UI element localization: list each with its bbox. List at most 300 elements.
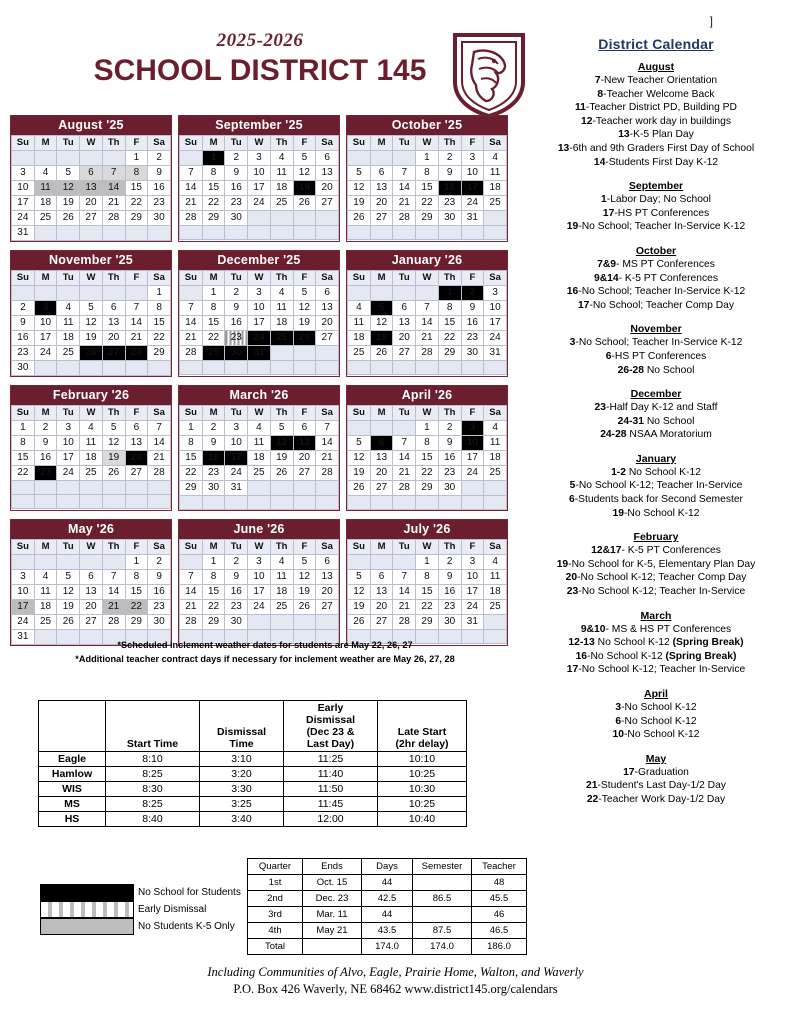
day-cell[interactable]: 5 — [348, 570, 371, 585]
day-cell[interactable]: 18 — [34, 196, 57, 211]
day-cell[interactable]: 15 — [202, 181, 225, 196]
day-cell[interactable]: 17 — [248, 316, 271, 331]
day-cell[interactable]: 17 — [484, 316, 507, 331]
day-cell[interactable]: 16 — [438, 585, 461, 600]
day-cell[interactable]: 13 — [370, 181, 393, 196]
day-cell[interactable]: 14 — [102, 181, 125, 196]
day-cell[interactable]: 8 — [125, 166, 148, 181]
day-cell[interactable]: 21 — [102, 196, 125, 211]
day-cell[interactable]: 26 — [57, 211, 80, 226]
day-cell[interactable]: 23 — [461, 331, 484, 346]
day-cell[interactable]: 30 — [202, 481, 225, 496]
day-cell[interactable]: 4 — [34, 166, 57, 181]
day-cell[interactable]: 14 — [416, 316, 439, 331]
day-cell[interactable]: 19 — [293, 585, 316, 600]
day-cell[interactable]: 10 — [248, 166, 271, 181]
day-cell[interactable]: 25 — [484, 196, 507, 211]
day-cell[interactable]: 9 — [148, 570, 171, 585]
day-cell[interactable]: 11 — [80, 436, 103, 451]
day-cell[interactable]: 4 — [270, 286, 293, 301]
day-cell[interactable]: 18 — [270, 316, 293, 331]
day-cell[interactable]: 27 — [370, 615, 393, 630]
day-cell[interactable]: 19 — [348, 600, 371, 615]
day-cell[interactable]: 31 — [461, 615, 484, 630]
day-cell[interactable]: 12 — [370, 316, 393, 331]
day-cell[interactable]: 10 — [12, 585, 35, 600]
day-cell[interactable]: 20 — [125, 451, 148, 466]
day-cell[interactable]: 3 — [461, 151, 484, 166]
day-cell[interactable]: 26 — [293, 331, 316, 346]
day-cell[interactable]: 11 — [57, 316, 80, 331]
day-cell[interactable]: 28 — [180, 211, 203, 226]
day-cell[interactable]: 24 — [57, 466, 80, 481]
day-cell[interactable]: 17 — [34, 331, 57, 346]
day-cell[interactable]: 6 — [80, 166, 103, 181]
day-cell[interactable]: 14 — [316, 436, 339, 451]
day-cell[interactable]: 20 — [316, 585, 339, 600]
day-cell[interactable]: 22 — [416, 466, 439, 481]
day-cell[interactable]: 9 — [438, 570, 461, 585]
day-cell[interactable]: 23 — [148, 600, 171, 615]
day-cell[interactable]: 29 — [416, 615, 439, 630]
day-cell[interactable]: 25 — [270, 331, 293, 346]
day-cell[interactable]: 5 — [348, 436, 371, 451]
day-cell[interactable]: 10 — [461, 436, 484, 451]
day-cell[interactable]: 1 — [125, 151, 148, 166]
day-cell[interactable]: 22 — [416, 196, 439, 211]
day-cell[interactable]: 20 — [393, 331, 416, 346]
day-cell[interactable]: 7 — [180, 301, 203, 316]
day-cell[interactable]: 1 — [148, 286, 171, 301]
day-cell[interactable]: 24 — [12, 615, 35, 630]
day-cell[interactable]: 20 — [80, 196, 103, 211]
day-cell[interactable]: 26 — [270, 466, 293, 481]
day-cell[interactable]: 27 — [80, 211, 103, 226]
day-cell[interactable]: 7 — [102, 570, 125, 585]
day-cell[interactable]: 15 — [12, 451, 35, 466]
day-cell[interactable]: 21 — [180, 331, 203, 346]
day-cell[interactable]: 12 — [348, 451, 371, 466]
day-cell[interactable]: 23 — [148, 196, 171, 211]
day-cell[interactable]: 8 — [416, 436, 439, 451]
day-cell[interactable]: 27 — [80, 615, 103, 630]
day-cell[interactable]: 16 — [34, 451, 57, 466]
day-cell[interactable]: 20 — [370, 600, 393, 615]
day-cell[interactable]: 16 — [12, 331, 35, 346]
day-cell[interactable]: 24 — [225, 466, 248, 481]
day-cell[interactable]: 19 — [348, 196, 371, 211]
day-cell[interactable]: 22 — [438, 331, 461, 346]
day-cell[interactable]: 7 — [102, 166, 125, 181]
day-cell[interactable]: 3 — [461, 555, 484, 570]
day-cell[interactable]: 22 — [202, 331, 225, 346]
day-cell[interactable]: 22 — [125, 196, 148, 211]
day-cell[interactable]: 29 — [416, 481, 439, 496]
day-cell[interactable]: 27 — [370, 481, 393, 496]
day-cell[interactable]: 17 — [225, 451, 248, 466]
day-cell[interactable]: 18 — [57, 331, 80, 346]
day-cell[interactable]: 20 — [293, 451, 316, 466]
day-cell[interactable]: 14 — [148, 436, 171, 451]
day-cell[interactable]: 4 — [80, 421, 103, 436]
day-cell[interactable]: 9 — [438, 436, 461, 451]
day-cell[interactable]: 3 — [34, 301, 57, 316]
day-cell[interactable]: 31 — [484, 346, 507, 361]
day-cell[interactable]: 7 — [393, 166, 416, 181]
day-cell[interactable]: 16 — [461, 316, 484, 331]
day-cell[interactable]: 26 — [102, 466, 125, 481]
day-cell[interactable]: 30 — [225, 346, 248, 361]
day-cell[interactable]: 20 — [80, 600, 103, 615]
day-cell[interactable]: 25 — [34, 615, 57, 630]
day-cell[interactable]: 8 — [202, 301, 225, 316]
day-cell[interactable]: 28 — [393, 211, 416, 226]
day-cell[interactable]: 20 — [316, 316, 339, 331]
day-cell[interactable]: 6 — [316, 151, 339, 166]
day-cell[interactable]: 14 — [393, 181, 416, 196]
day-cell[interactable]: 5 — [348, 166, 371, 181]
day-cell[interactable]: 22 — [202, 196, 225, 211]
day-cell[interactable]: 13 — [293, 436, 316, 451]
day-cell[interactable]: 11 — [248, 436, 271, 451]
day-cell[interactable]: 6 — [393, 301, 416, 316]
day-cell[interactable]: 2 — [225, 286, 248, 301]
day-cell[interactable]: 24 — [248, 196, 271, 211]
day-cell[interactable]: 27 — [316, 331, 339, 346]
day-cell[interactable]: 28 — [393, 615, 416, 630]
day-cell[interactable]: 10 — [34, 316, 57, 331]
day-cell[interactable]: 28 — [102, 615, 125, 630]
day-cell[interactable]: 3 — [248, 151, 271, 166]
day-cell[interactable]: 23 — [438, 196, 461, 211]
day-cell[interactable]: 20 — [102, 331, 125, 346]
day-cell[interactable]: 26 — [57, 615, 80, 630]
day-cell[interactable]: 14 — [180, 585, 203, 600]
day-cell[interactable]: 28 — [393, 481, 416, 496]
day-cell[interactable]: 15 — [416, 451, 439, 466]
day-cell[interactable]: 23 — [438, 600, 461, 615]
day-cell[interactable]: 21 — [393, 600, 416, 615]
day-cell[interactable]: 1 — [202, 151, 225, 166]
day-cell[interactable]: 5 — [293, 151, 316, 166]
day-cell[interactable]: 27 — [102, 346, 125, 361]
day-cell[interactable]: 28 — [180, 615, 203, 630]
day-cell[interactable]: 4 — [270, 151, 293, 166]
day-cell[interactable]: 3 — [12, 570, 35, 585]
day-cell[interactable]: 17 — [461, 181, 484, 196]
day-cell[interactable]: 1 — [416, 421, 439, 436]
day-cell[interactable]: 15 — [125, 585, 148, 600]
day-cell[interactable]: 3 — [12, 166, 35, 181]
day-cell[interactable]: 17 — [461, 451, 484, 466]
day-cell[interactable]: 22 — [416, 600, 439, 615]
day-cell[interactable]: 16 — [438, 181, 461, 196]
day-cell[interactable]: 13 — [316, 166, 339, 181]
day-cell[interactable]: 23 — [438, 466, 461, 481]
day-cell[interactable]: 16 — [202, 451, 225, 466]
day-cell[interactable]: 14 — [393, 451, 416, 466]
day-cell[interactable]: 25 — [248, 466, 271, 481]
day-cell[interactable]: 26 — [348, 481, 371, 496]
day-cell[interactable]: 29 — [202, 615, 225, 630]
day-cell[interactable]: 25 — [80, 466, 103, 481]
day-cell[interactable]: 6 — [125, 421, 148, 436]
day-cell[interactable]: 28 — [416, 346, 439, 361]
day-cell[interactable]: 30 — [438, 481, 461, 496]
day-cell[interactable]: 4 — [248, 421, 271, 436]
day-cell[interactable]: 2 — [12, 301, 35, 316]
day-cell[interactable]: 17 — [461, 585, 484, 600]
day-cell[interactable]: 5 — [102, 421, 125, 436]
day-cell[interactable]: 15 — [180, 451, 203, 466]
day-cell[interactable]: 21 — [102, 600, 125, 615]
day-cell[interactable]: 23 — [225, 600, 248, 615]
day-cell[interactable]: 31 — [12, 226, 35, 241]
day-cell[interactable]: 1 — [202, 555, 225, 570]
day-cell[interactable]: 24 — [248, 331, 271, 346]
day-cell[interactable]: 17 — [12, 196, 35, 211]
day-cell[interactable]: 2 — [438, 555, 461, 570]
day-cell[interactable]: 13 — [316, 570, 339, 585]
day-cell[interactable]: 7 — [180, 570, 203, 585]
day-cell[interactable]: 4 — [348, 301, 371, 316]
day-cell[interactable]: 17 — [248, 181, 271, 196]
day-cell[interactable]: 2 — [202, 421, 225, 436]
day-cell[interactable]: 12 — [102, 436, 125, 451]
day-cell[interactable]: 17 — [12, 600, 35, 615]
day-cell[interactable]: 5 — [293, 286, 316, 301]
day-cell[interactable]: 11 — [270, 570, 293, 585]
day-cell[interactable]: 13 — [393, 316, 416, 331]
day-cell[interactable]: 11 — [270, 166, 293, 181]
day-cell[interactable]: 31 — [248, 346, 271, 361]
day-cell[interactable]: 15 — [148, 316, 171, 331]
day-cell[interactable]: 19 — [370, 331, 393, 346]
day-cell[interactable]: 13 — [370, 585, 393, 600]
day-cell[interactable]: 10 — [248, 570, 271, 585]
day-cell[interactable]: 8 — [416, 166, 439, 181]
day-cell[interactable]: 18 — [80, 451, 103, 466]
day-cell[interactable]: 7 — [180, 166, 203, 181]
day-cell[interactable]: 18 — [270, 585, 293, 600]
day-cell[interactable]: 5 — [293, 555, 316, 570]
day-cell[interactable]: 6 — [370, 166, 393, 181]
day-cell[interactable]: 25 — [270, 600, 293, 615]
day-cell[interactable]: 7 — [125, 301, 148, 316]
day-cell[interactable]: 12 — [293, 166, 316, 181]
day-cell[interactable]: 25 — [484, 466, 507, 481]
day-cell[interactable]: 18 — [348, 331, 371, 346]
day-cell[interactable]: 11 — [484, 166, 507, 181]
day-cell[interactable]: 5 — [57, 570, 80, 585]
day-cell[interactable]: 29 — [180, 481, 203, 496]
day-cell[interactable]: 9 — [461, 301, 484, 316]
day-cell[interactable]: 12 — [348, 181, 371, 196]
day-cell[interactable]: 13 — [102, 316, 125, 331]
day-cell[interactable]: 9 — [148, 166, 171, 181]
day-cell[interactable]: 30 — [12, 361, 35, 376]
day-cell[interactable]: 1 — [12, 421, 35, 436]
day-cell[interactable]: 18 — [270, 181, 293, 196]
day-cell[interactable]: 29 — [125, 211, 148, 226]
day-cell[interactable]: 14 — [102, 585, 125, 600]
day-cell[interactable]: 9 — [225, 570, 248, 585]
day-cell[interactable]: 19 — [102, 451, 125, 466]
day-cell[interactable]: 8 — [125, 570, 148, 585]
day-cell[interactable]: 15 — [416, 585, 439, 600]
day-cell[interactable]: 10 — [248, 301, 271, 316]
day-cell[interactable]: 13 — [316, 301, 339, 316]
day-cell[interactable]: 29 — [202, 211, 225, 226]
day-cell[interactable]: 9 — [225, 301, 248, 316]
day-cell[interactable]: 12 — [57, 585, 80, 600]
day-cell[interactable]: 1 — [416, 555, 439, 570]
day-cell[interactable]: 12 — [80, 316, 103, 331]
day-cell[interactable]: 21 — [393, 466, 416, 481]
day-cell[interactable]: 4 — [34, 570, 57, 585]
day-cell[interactable]: 12 — [57, 181, 80, 196]
day-cell[interactable]: 30 — [225, 211, 248, 226]
day-cell[interactable]: 23 — [225, 196, 248, 211]
day-cell[interactable]: 22 — [125, 600, 148, 615]
day-cell[interactable]: 21 — [125, 331, 148, 346]
day-cell[interactable]: 21 — [416, 331, 439, 346]
day-cell[interactable]: 31 — [12, 630, 35, 645]
day-cell[interactable]: 15 — [416, 181, 439, 196]
day-cell[interactable]: 18 — [484, 181, 507, 196]
day-cell[interactable]: 8 — [416, 570, 439, 585]
day-cell[interactable]: 27 — [393, 346, 416, 361]
day-cell[interactable]: 24 — [461, 196, 484, 211]
day-cell[interactable]: 3 — [57, 421, 80, 436]
day-cell[interactable]: 3 — [484, 286, 507, 301]
day-cell[interactable]: 12 — [270, 436, 293, 451]
day-cell[interactable]: 5 — [370, 301, 393, 316]
day-cell[interactable]: 5 — [57, 166, 80, 181]
day-cell[interactable]: 19 — [57, 600, 80, 615]
day-cell[interactable]: 16 — [225, 585, 248, 600]
day-cell[interactable]: 10 — [484, 301, 507, 316]
day-cell[interactable]: 14 — [180, 316, 203, 331]
day-cell[interactable]: 10 — [12, 181, 35, 196]
day-cell[interactable]: 29 — [438, 346, 461, 361]
day-cell[interactable]: 23 — [34, 466, 57, 481]
day-cell[interactable]: 21 — [316, 451, 339, 466]
day-cell[interactable]: 23 — [12, 346, 35, 361]
day-cell[interactable]: 22 — [148, 331, 171, 346]
day-cell[interactable]: 12 — [348, 585, 371, 600]
day-cell[interactable]: 3 — [248, 286, 271, 301]
day-cell[interactable]: 7 — [393, 436, 416, 451]
day-cell[interactable]: 5 — [80, 301, 103, 316]
day-cell[interactable]: 10 — [57, 436, 80, 451]
day-cell[interactable]: 4 — [484, 151, 507, 166]
day-cell[interactable]: 19 — [57, 196, 80, 211]
day-cell[interactable]: 24 — [248, 600, 271, 615]
day-cell[interactable]: 2 — [438, 421, 461, 436]
day-cell[interactable]: 1 — [202, 286, 225, 301]
day-cell[interactable]: 22 — [12, 466, 35, 481]
day-cell[interactable]: 4 — [484, 555, 507, 570]
day-cell[interactable]: 28 — [148, 466, 171, 481]
day-cell[interactable]: 3 — [248, 555, 271, 570]
day-cell[interactable]: 6 — [370, 570, 393, 585]
day-cell[interactable]: 19 — [293, 316, 316, 331]
day-cell[interactable]: 23 — [225, 331, 248, 346]
day-cell[interactable]: 19 — [270, 451, 293, 466]
day-cell[interactable]: 25 — [34, 211, 57, 226]
day-cell[interactable]: 31 — [225, 481, 248, 496]
day-cell[interactable]: 13 — [370, 451, 393, 466]
day-cell[interactable]: 3 — [225, 421, 248, 436]
day-cell[interactable]: 18 — [248, 451, 271, 466]
day-cell[interactable]: 6 — [370, 436, 393, 451]
day-cell[interactable]: 24 — [461, 600, 484, 615]
day-cell[interactable]: 25 — [270, 196, 293, 211]
day-cell[interactable]: 23 — [202, 466, 225, 481]
day-cell[interactable]: 3 — [461, 421, 484, 436]
day-cell[interactable]: 7 — [416, 301, 439, 316]
day-cell[interactable]: 26 — [348, 211, 371, 226]
day-cell[interactable]: 11 — [34, 585, 57, 600]
day-cell[interactable]: 6 — [80, 570, 103, 585]
day-cell[interactable]: 21 — [180, 196, 203, 211]
day-cell[interactable]: 4 — [270, 555, 293, 570]
day-cell[interactable]: 8 — [180, 436, 203, 451]
day-cell[interactable]: 11 — [484, 436, 507, 451]
day-cell[interactable]: 16 — [438, 451, 461, 466]
day-cell[interactable]: 17 — [57, 451, 80, 466]
day-cell[interactable]: 24 — [12, 211, 35, 226]
day-cell[interactable]: 30 — [148, 211, 171, 226]
day-cell[interactable]: 6 — [102, 301, 125, 316]
day-cell[interactable]: 2 — [148, 555, 171, 570]
day-cell[interactable]: 11 — [484, 570, 507, 585]
day-cell[interactable]: 12 — [293, 570, 316, 585]
day-cell[interactable]: 25 — [57, 346, 80, 361]
day-cell[interactable]: 21 — [180, 600, 203, 615]
day-cell[interactable]: 6 — [316, 286, 339, 301]
day-cell[interactable]: 31 — [461, 211, 484, 226]
day-cell[interactable]: 15 — [202, 316, 225, 331]
day-cell[interactable]: 13 — [125, 436, 148, 451]
day-cell[interactable]: 19 — [293, 181, 316, 196]
day-cell[interactable]: 26 — [348, 615, 371, 630]
day-cell[interactable]: 15 — [125, 181, 148, 196]
day-cell[interactable]: 13 — [80, 181, 103, 196]
day-cell[interactable]: 2 — [148, 151, 171, 166]
day-cell[interactable]: 5 — [270, 421, 293, 436]
day-cell[interactable]: 27 — [316, 196, 339, 211]
day-cell[interactable]: 7 — [393, 570, 416, 585]
day-cell[interactable]: 14 — [125, 316, 148, 331]
day-cell[interactable]: 10 — [461, 166, 484, 181]
day-cell[interactable]: 21 — [393, 196, 416, 211]
day-cell[interactable]: 8 — [438, 301, 461, 316]
day-cell[interactable]: 12 — [293, 301, 316, 316]
day-cell[interactable]: 2 — [34, 421, 57, 436]
day-cell[interactable]: 11 — [270, 301, 293, 316]
day-cell[interactable]: 27 — [293, 466, 316, 481]
day-cell[interactable]: 1 — [125, 555, 148, 570]
day-cell[interactable]: 24 — [34, 346, 57, 361]
day-cell[interactable]: 2 — [225, 555, 248, 570]
day-cell[interactable]: 8 — [202, 570, 225, 585]
day-cell[interactable]: 14 — [180, 181, 203, 196]
day-cell[interactable]: 21 — [148, 451, 171, 466]
day-cell[interactable]: 29 — [125, 615, 148, 630]
day-cell[interactable]: 9 — [34, 436, 57, 451]
